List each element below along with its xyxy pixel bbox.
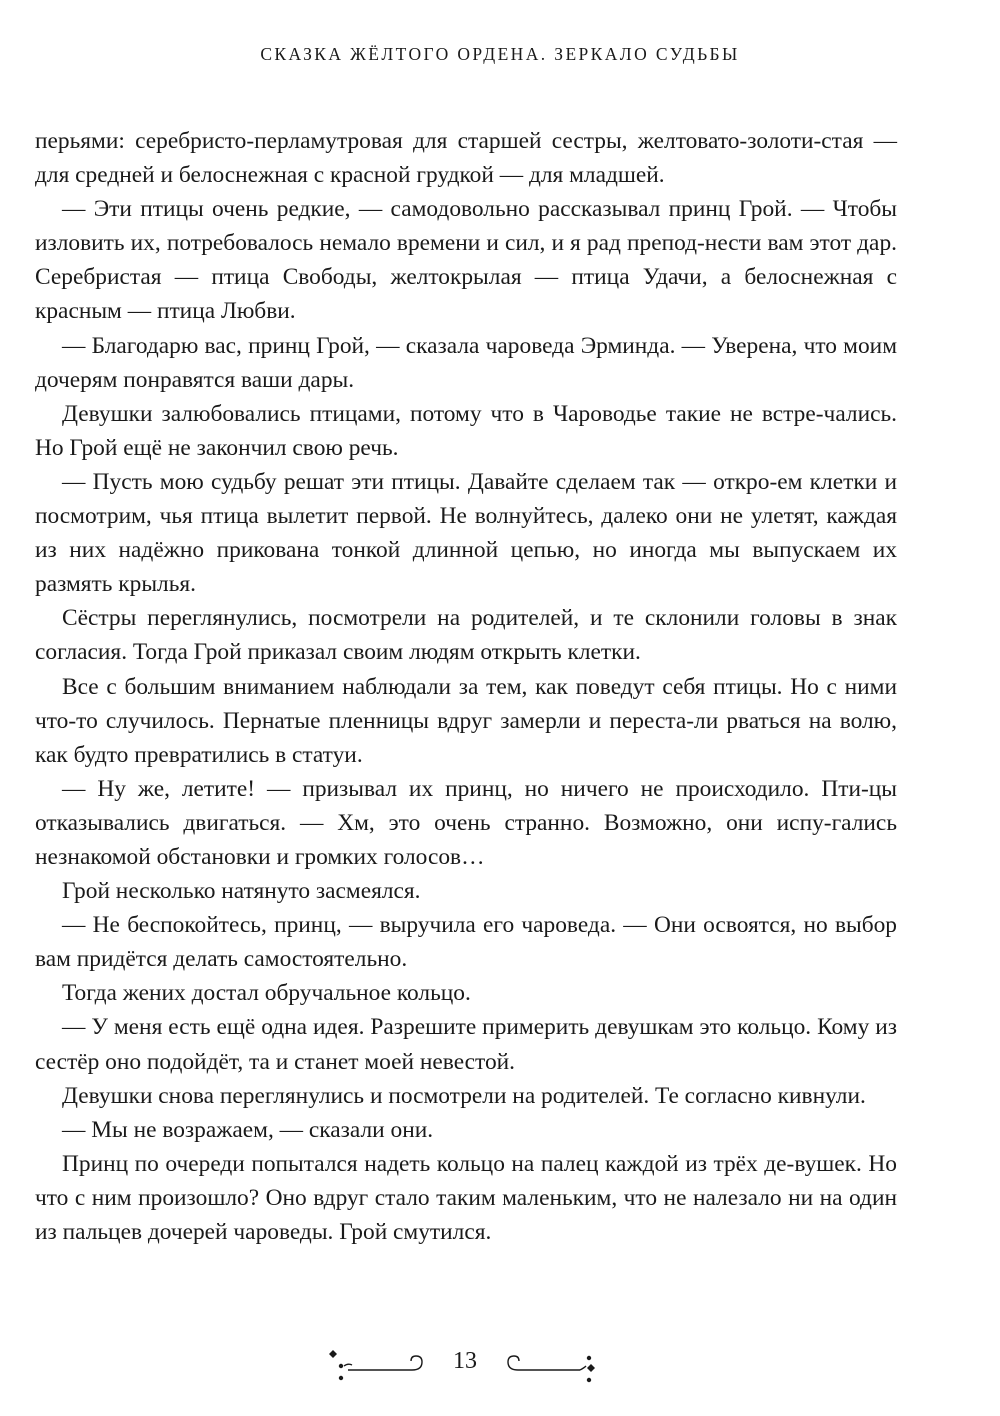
paragraph-9: Грой несколько натянуто засмеялся. xyxy=(62,878,421,905)
paragraph-10: — Не беспокойтесь, принц, — выручила его чароведа. — Они освоятся, но выбор вам придётся делать самостоятельно. xyxy=(35,912,897,973)
paragraph-14: — Мы не возражаем, — сказали они. xyxy=(62,1116,434,1143)
body-text xyxy=(35,124,897,1249)
flourish-right-icon xyxy=(508,1356,595,1382)
page-number: 13 xyxy=(453,1348,477,1374)
flourish-left-icon xyxy=(329,1350,422,1380)
paragraph-13: Девушки снова переглянулись и посмотрели на родителей. Те согласно кивнули. xyxy=(62,1082,866,1109)
paragraph-7: Все с большим вниманием наблюдали за тем, как поведут себя птицы. Но с ними что-то случилось. Пернатые пленницы вдруг замерли и переста-ли рваться на волю, как будто превратились в статуи. xyxy=(35,673,897,768)
paragraph-11: Тогда жених достал обручальное кольцо. xyxy=(62,980,471,1007)
paragraph-1: перьями: серебристо-перламутровая для старшей сестры, желтовато-золоти-стая — для средней и белоснежная с красной грудкой — для младшей. xyxy=(35,128,897,189)
paragraph-4: Девушки залюбовались птицами, потому что в Чароводье такие не встре-чались. Но Грой ещё не закончил свою речь. xyxy=(35,400,897,461)
paragraph-3: — Благодарю вас, принц Грой, — сказала чароведа Эрминда. — Уверена, что моим дочерям понравятся ваши дары. xyxy=(35,332,897,393)
paragraph-2: — Эти птицы очень редкие, — самодовольно рассказывал принц Грой. — Чтобы изловить их, потребовалось немало времени и сил, и я рад препод-нести вам этот дар. Серебристая — птица Свободы, желтокрылая — птица Удачи, а белоснежная с красным — птица Любви. xyxy=(35,196,897,325)
running-title: СКАЗКА ЖЁЛТОГО ОРДЕНА. ЗЕРКАЛО СУДЬБЫ xyxy=(260,44,740,64)
page-footer xyxy=(0,1344,1000,1388)
paragraph-8: — Ну же, летите! — призывал их принц, но ничего не происходило. Пти-цы отказывались двигаться. — Хм, это очень странно. Возможно, они испу-гались незнакомой обстановки и громких голосов… xyxy=(35,775,897,870)
paragraph-6: Сёстры переглянулись, посмотрели на родителей, и те склонили головы в знак согласия. Тогда Грой приказал своим людям открыть клетки. xyxy=(35,605,897,666)
paragraph-5: — Пусть мою судьбу решат эти птицы. Давайте сделаем так — откро-ем клетки и посмотрим, чья птица вылетит первой. Не волнуйтесь, далеко они не улетят, каждая из них надёжно прикована тонкой длинной цепью, но иногда мы выпускаем их размять крылья. xyxy=(35,468,897,598)
paragraph-12: — У меня есть ещё одна идея. Разрешите примерить девушкам это кольцо. Кому из сестёр оно подойдёт, та и станет моей невестой. xyxy=(35,1014,897,1075)
paragraph-15: Принц по очереди попытался надеть кольцо на палец каждой из трёх де-вушек. Но что с ним произошло? Оно вдруг стало таким маленьким, что не налезало ни на один из пальцев дочерей чароведы. Грой смутился. xyxy=(35,1150,897,1245)
